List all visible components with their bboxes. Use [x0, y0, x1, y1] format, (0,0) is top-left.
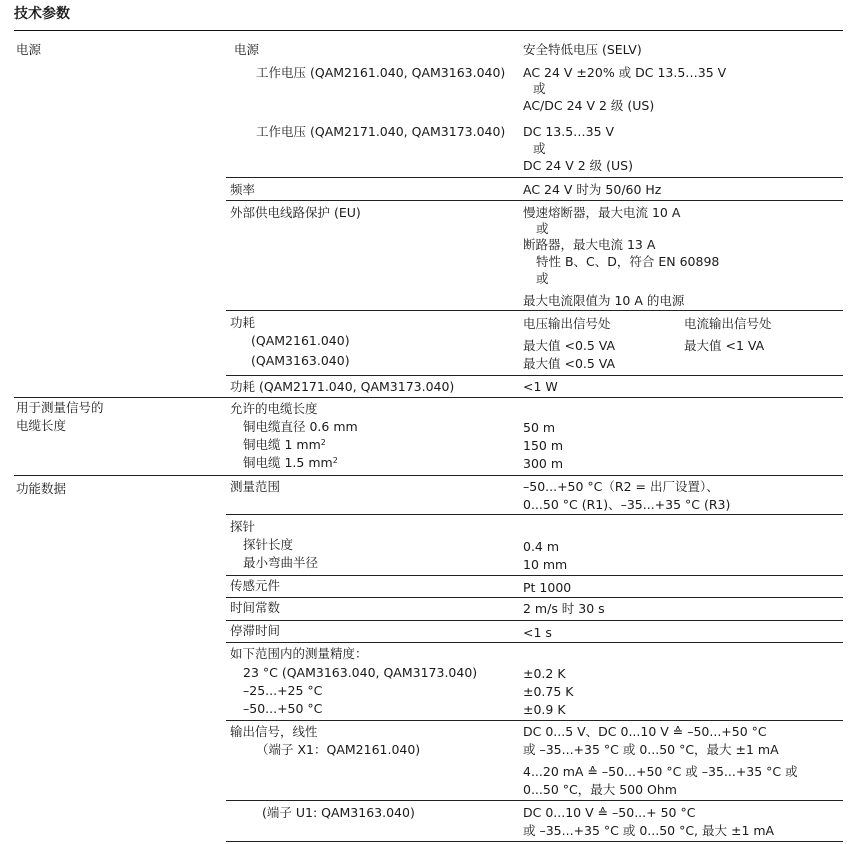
- output-u1-label: (端子 U1: QAM3163.040): [262, 805, 415, 820]
- row-divider: [226, 375, 843, 376]
- op-voltage-2-or: 或: [533, 141, 546, 156]
- output-u1-value-2: 或 –35...+35 °C 或 0...50 °C, 最大 ±1 mA: [523, 823, 775, 838]
- col-current-output: 电流输出信号处: [684, 316, 772, 331]
- section-power: 电源: [16, 42, 42, 57]
- accuracy-23-value: ±0.2 K: [523, 666, 566, 681]
- bend-radius-value: 10 mm: [523, 557, 568, 572]
- consumption-voltage-1: 最大值 <0.5 VA: [523, 338, 616, 353]
- range-value-2: 0...50 °C (R1)、–35...+35 °C (R3): [523, 497, 731, 512]
- accuracy-50-label: –50...+50 °C: [243, 701, 323, 716]
- output-x1-value-4: 0...50 °C，最大 500 Ohm: [523, 782, 677, 797]
- protection-value-3: 特性 B、C、D，符合 EN 60898: [536, 254, 720, 269]
- time-constant-value: 2 m/s 时 30 s: [523, 601, 605, 616]
- row-divider: [226, 620, 843, 621]
- op-voltage-2-label: 工作电压 (QAM2171.040, QAM3173.040): [256, 124, 506, 139]
- cable-15mm2-label: 铜电缆 1.5 $mm^2$: [243, 455, 338, 470]
- range-label: 测量范围: [230, 479, 281, 494]
- consumption-model-1: (QAM2161.040): [251, 333, 350, 348]
- probe-label: 探针: [230, 519, 256, 534]
- protection-value-2: 断路器，最大电流 13 A: [523, 237, 656, 252]
- row-divider: [226, 310, 843, 311]
- output-x1-value-3: 4...20 mA ≙ –50...+50 °C 或 –35...+35 °C 或: [523, 764, 798, 779]
- cable-15mm2-value: 300 m: [523, 456, 564, 471]
- protection-value-1: 慢速熔断器，最大电流 10 A: [523, 205, 681, 220]
- output-x1-label: （端子 X1：QAM2161.040): [256, 742, 421, 757]
- probe-length-label: 探针长度: [243, 537, 294, 552]
- protection-value-4: 最大电流限值为 10 A 的电源: [523, 293, 685, 308]
- dead-time-label: 停滞时间: [230, 623, 281, 638]
- dead-time-value: <1 s: [523, 625, 552, 640]
- probe-length-value: 0.4 m: [523, 539, 560, 554]
- frequency-label: 频率: [230, 182, 256, 197]
- protection-or-2: 或: [536, 271, 549, 286]
- frequency-value: AC 24 V 时为 50/60 Hz: [523, 182, 662, 197]
- section-cable-line2: 电缆长度: [16, 418, 67, 433]
- row-divider: [226, 642, 843, 643]
- bend-radius-label: 最小弯曲半径: [243, 555, 319, 570]
- row-divider: [226, 177, 843, 178]
- page-title: 技术参数: [14, 6, 70, 22]
- op-voltage-1-value-alt: AC/DC 24 V 2 级 (US): [523, 98, 655, 113]
- output-u1-value-1: DC 0...10 V ≙ –50...+ 50 °C: [523, 805, 696, 820]
- section-cable-line1: 用于测量信号的: [16, 400, 104, 415]
- cable-1mm2-label: 铜电缆 1 $mm^2$: [243, 437, 326, 452]
- op-voltage-1-value: AC 24 V ±20% 或 DC 13.5…35 V: [523, 65, 727, 80]
- op-voltage-2-value-alt: DC 24 V 2 级 (US): [523, 158, 633, 173]
- sensor-label: 传感元件: [230, 578, 281, 593]
- accuracy-label: 如下范围内的测量精度：: [230, 646, 368, 661]
- consumption-label: 功耗: [230, 315, 256, 330]
- range-value-1: –50...+50 °C（R2 = 出厂设置）、: [523, 479, 719, 494]
- accuracy-25-value: ±0.75 K: [523, 684, 574, 699]
- row-divider: [226, 597, 843, 598]
- cable-length-label: 允许的电缆长度: [230, 401, 318, 416]
- protection-label: 外部供电线路保护 (EU): [230, 205, 361, 220]
- section-divider: [14, 397, 843, 398]
- consumption2-label: 功耗 (QAM2171.040, QAM3173.040): [230, 379, 455, 394]
- consumption2-value: <1 W: [523, 379, 558, 394]
- output-label: 输出信号，线性: [230, 724, 318, 739]
- row-divider: [226, 514, 843, 515]
- col-voltage-output: 电压输出信号处: [523, 316, 611, 331]
- op-voltage-1-label: 工作电压 (QAM2161.040, QAM3163.040): [256, 65, 506, 80]
- row-divider: [226, 841, 843, 842]
- consumption-voltage-2: 最大值 <0.5 VA: [523, 356, 616, 371]
- consumption-model-2: (QAM3163.040): [251, 353, 350, 368]
- protection-or-1: 或: [536, 221, 549, 236]
- header-rule: [14, 30, 843, 31]
- supply-label: 电源: [234, 42, 260, 57]
- row-divider: [226, 720, 843, 721]
- op-voltage-2-value: DC 13.5…35 V: [523, 124, 615, 139]
- cable-06-label: 铜电缆直径 0.6 mm: [243, 419, 358, 434]
- cable-06-value: 50 m: [523, 420, 556, 435]
- supply-value: 安全特低电压 (SELV): [523, 42, 642, 57]
- row-divider: [226, 200, 843, 201]
- consumption-current: 最大值 <1 VA: [684, 338, 765, 353]
- section-divider: [14, 475, 843, 476]
- sensor-value: Pt 1000: [523, 580, 572, 595]
- accuracy-50-value: ±0.9 K: [523, 702, 566, 717]
- section-function: 功能数据: [16, 481, 67, 496]
- row-divider: [226, 800, 843, 801]
- output-x1-value-2: 或 –35...+35 °C 或 0...50 °C，最大 ±1 mA: [523, 742, 779, 757]
- output-x1-value-1: DC 0...5 V、DC 0...10 V ≙ –50...+50 °C: [523, 724, 767, 739]
- accuracy-23-label: 23 °C (QAM3163.040, QAM3173.040): [243, 665, 478, 680]
- cable-1mm2-value: 150 m: [523, 438, 564, 453]
- time-constant-label: 时间常数: [230, 600, 281, 615]
- row-divider: [226, 575, 843, 576]
- op-voltage-1-or: 或: [533, 81, 546, 96]
- accuracy-25-label: –25...+25 °C: [243, 683, 323, 698]
